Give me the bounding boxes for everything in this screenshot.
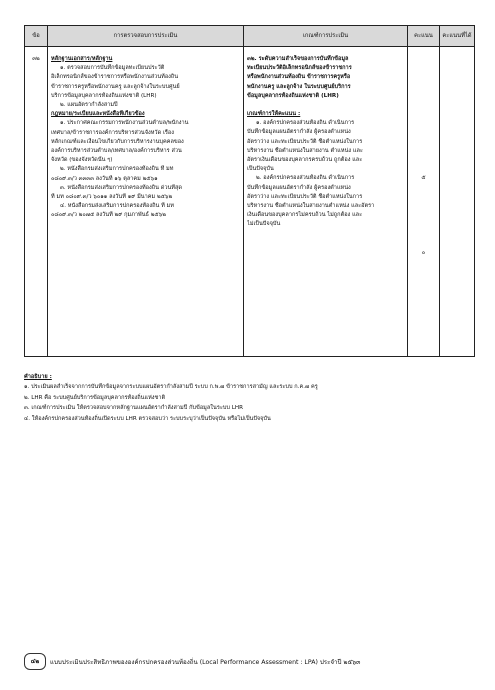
criteria-line: อัตราเงินเดือนของบุคลากรครบถ้วน ถูกต้อง และ — [247, 157, 363, 164]
evidence-line: อิเล็กทรอนิกส์ของข้าราชการหรือพนักงานส่วนท้องถิ่น — [51, 74, 179, 81]
criteria-title: พนักงานครู และลูกจ้าง ในระบบศูนย์บริการ — [247, 83, 351, 90]
header-score-got: คะแนนที่ได้ — [440, 26, 475, 47]
criteria-line: ไม่เป็นปัจจุบัน — [247, 221, 281, 228]
criteria-title: หรือพนักงานส่วนท้องถิ่น ข้าราชการครูหรือ — [247, 74, 351, 81]
header-items: การตรวจสอบการประเมิน — [48, 26, 244, 47]
law-line: ๑. ประกาศคณะกรรมการพนักงานส่วนตำบล/พนักงาน — [60, 120, 189, 127]
header-score: คะแนน — [408, 26, 440, 47]
law-line: ๓. หนังสือกรมส่งเสริมการปกครองท้องถิ่น ด่วนที่สุด — [60, 184, 183, 191]
note-line: ๒. LHR คือ ระบบศูนย์บริการข้อมูลบุคลากรท้องถิ่นแห่งชาติ — [24, 394, 166, 401]
law-line: ๔. หนังสือกรมส่งเสริมการปกครองท้องถิ่น ที่ มท — [60, 203, 174, 210]
criteria-line: บริหารงาน ชื่อตำแหน่งในสายงานตำแหน่ง และอัตรา — [247, 203, 375, 210]
evidence-line: ข้าราชการครูหรือพนักงานครู และลูกจ้างในระบบศูนย์ — [51, 83, 180, 90]
note-line: ๑. ประเมินผลสำเร็จจากการบันทึกข้อมูลจากระบบแผนอัตรากำลังสามปี ระบบ ก.พ.๗ ข้าราชการสามัญ และระบบ ก.ค.๗ ครู — [24, 384, 318, 391]
law-line: ๒. หนังสือกรมส่งเสริมการปกครองท้องถิ่น ที่ มท — [60, 166, 174, 173]
note-line: ๓. เกณฑ์การประเมิน ให้ตรวจสอบจากหลักฐานแผนอัตรากำลังสามปี กับข้อมูลในระบบ LHR — [24, 405, 243, 412]
notes-title: คำอธิบาย : — [24, 374, 52, 380]
law-line: ๐๘๐๙.๓/ว ๒๐๗๕ ลงวันที่ ๒๙ กุมภาพันธ์ ๒๕๖๒ — [51, 212, 166, 219]
note-line: ๔. ให้องค์กรปกครองส่วนท้องถิ่นเปิดระบบ LHR ตรวจสอบว่า ระบบระบุว่าเป็นปัจจุบัน หรือไม่เป็นปัจจุบัน — [24, 415, 271, 422]
row-number: ๓๒ — [25, 47, 48, 357]
score-cell — [408, 47, 440, 357]
evidence-cell — [48, 47, 244, 357]
criteria-line: ๑. องค์กรปกครองส่วนท้องถิ่น ดำเนินการ — [256, 120, 355, 127]
scoring-heading: เกณฑ์การให้คะแนน : — [247, 111, 301, 118]
criteria-line: ๒. องค์กรปกครองส่วนท้องถิ่น ดำเนินการ — [256, 175, 355, 182]
footer-text: แบบประเมินประสิทธิภาพขององค์กรปกครองส่วนท้องถิ่น (Local Performance Assessment : LPA) ประจำปี ๒๕๖๓ — [50, 659, 361, 666]
criteria-title: ๓๒. ระดับความสำเร็จของการบันทึกข้อมูล — [247, 56, 349, 62]
evidence-line: ๒. แผนอัตรากำลังสามปี — [60, 102, 118, 109]
criteria-line: เงินเดือนของบุคลากรไม่ครบถ้วน ไม่ถูกต้อง และ — [247, 212, 363, 219]
evidence-line: บริการข้อมูลบุคลากรท้องถิ่นแห่งชาติ (LHR) — [51, 92, 157, 99]
page-footer — [24, 649, 474, 671]
evidence-line: ๑. ตรวจสอบการบันทึกข้อมูลทะเบียนประวัติ — [60, 65, 165, 72]
criteria-title: ทะเบียนประวัติอิเล็กทรอนิกส์ของข้าราชการ — [247, 65, 352, 72]
criteria-line: อัตราว่าง และทะเบียนประวัติ ชื่อตำแหน่งในการ — [247, 138, 363, 145]
evidence-heading: หลักฐานเอกสาร/หลักฐาน — [51, 56, 113, 62]
criteria-line: บันทึกข้อมูลแผนอัตรากำลัง ผู้ครองตำแหน่ง — [247, 184, 351, 191]
table-row — [25, 47, 475, 357]
law-line: องค์การบริหารส่วนตำบล/เทศบาล/องค์การบริหาร ส่วน — [51, 148, 182, 155]
criteria-line: เป็นปัจจุบัน — [247, 166, 274, 173]
assessment-table — [24, 25, 475, 357]
table-header-row — [25, 26, 475, 47]
criteria-line: บันทึกข้อมูลแผนอัตรากำลัง ผู้ครองตำแหน่ง — [247, 129, 351, 136]
law-line: เทศบาล/ข้าราชการองค์การบริหารส่วนจังหวัด เรื่อง — [51, 129, 174, 136]
criteria-line: อัตราว่าง และทะเบียนประวัติ ชื่อตำแหน่งในการ — [247, 193, 363, 200]
score-got-cell — [440, 47, 475, 357]
header-criteria: เกณฑ์การประเมิน — [244, 26, 408, 47]
notes-section — [24, 372, 474, 424]
header-no: ข้อ — [25, 26, 48, 47]
law-line: จังหวัด (ของจังหวัดนั้น ๆ) — [51, 157, 113, 164]
criteria-title: ข้อมูลบุคลากรท้องถิ่นแห่งชาติ (LHR) — [247, 92, 339, 99]
law-line: หลักเกณฑ์และเงื่อนไขเกี่ยวกับการบริหารงานบุคคลของ — [51, 138, 184, 145]
score-full: ๕ — [421, 175, 426, 181]
score-zero: ๐ — [421, 250, 426, 256]
law-line: ๐๘๐๙.๓/ว ๓๓๓๓ ลงวันที่ ๑๖ ตุลาคม ๒๕๖๑ — [51, 175, 158, 182]
criteria-line: บริหารงาน ชื่อตำแหน่งในสายงาน ตำแหน่ง และ — [247, 147, 363, 154]
page-number-badge: ๔๒ — [24, 653, 46, 670]
law-heading: กฎหมาย/ระเบียบและหนังสือที่เกี่ยวข้อง — [51, 111, 145, 118]
criteria-cell — [244, 47, 408, 357]
law-line: ที่ มท ๐๘๐๙.๓/ว ๖๐๑๑ ลงวันที่ ๑๙ มีนาคม ๒๕๖๒ — [51, 194, 173, 201]
